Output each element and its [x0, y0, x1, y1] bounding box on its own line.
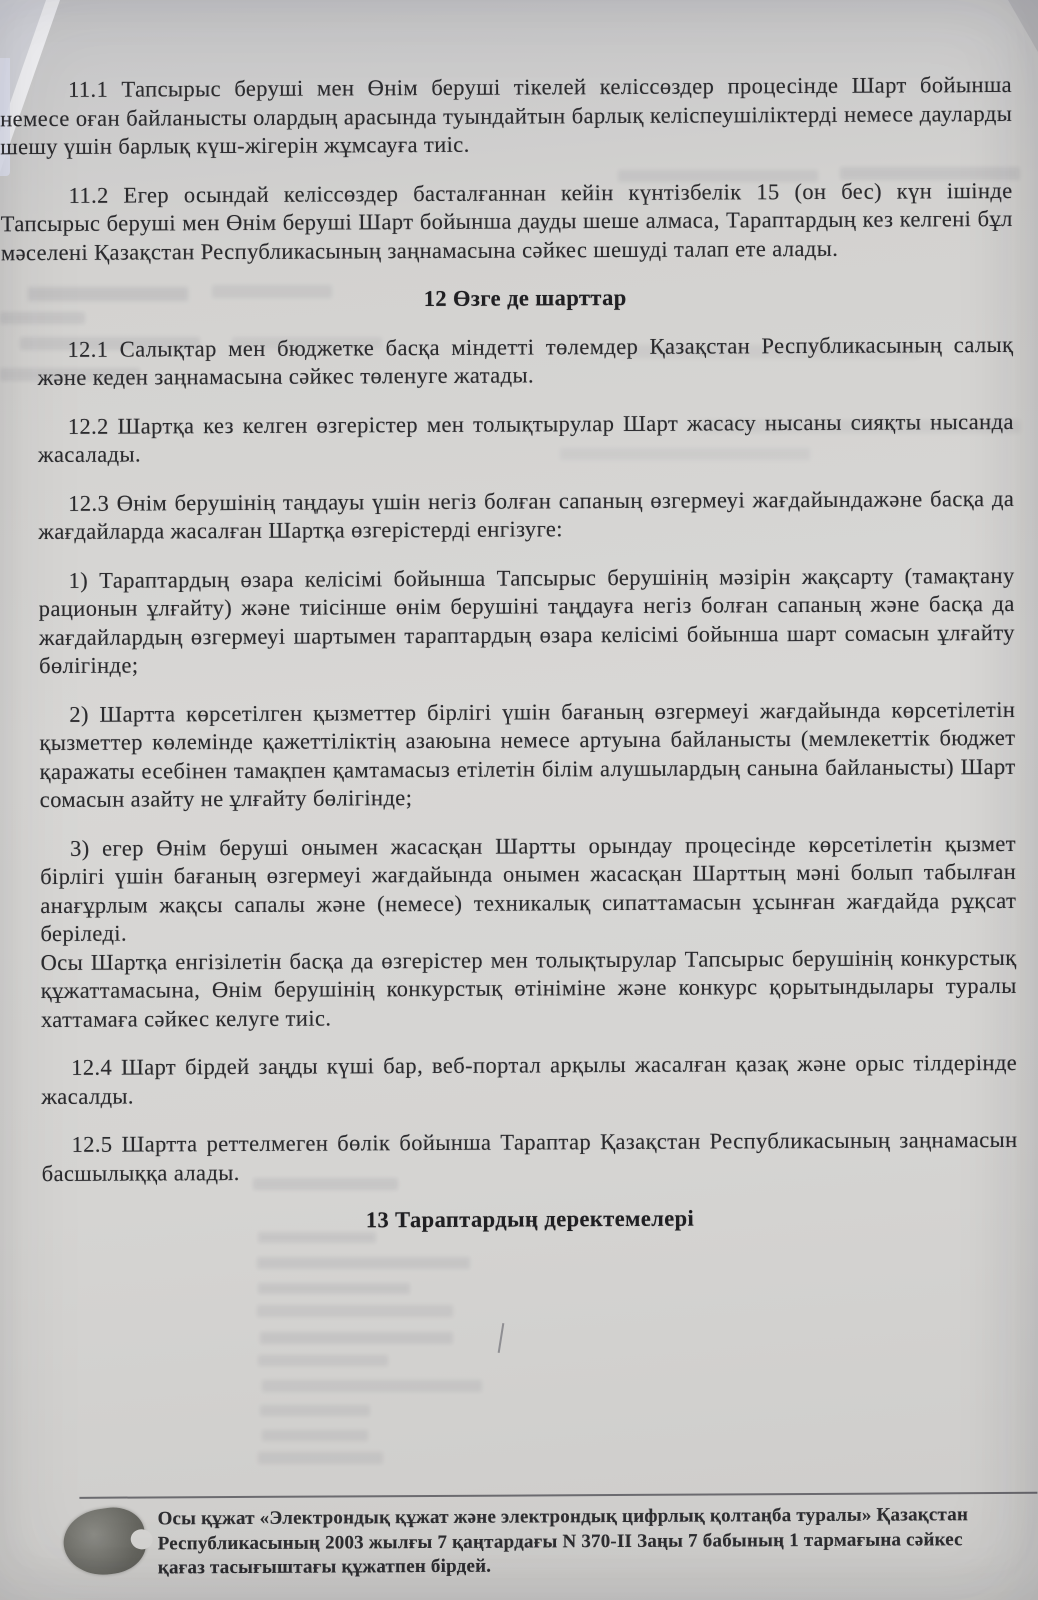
clause-11-1: 11.1 Тапсырыс беруші мен Өнім беруші тікелей келіссөздер процесінде Шарт бойынша немесе оған байланысты олардың арасында туындайтын барлық келіспеушіліктерді немесе дауларды шешу үшін барлық күш-жігерін жұмсауға тиіс.	[0, 71, 1013, 160]
clause-11-2: 11.2 Егер осындай келіссөздер басталғаннан кейін күнтізбелік 15 (он бес) күн ішінде Тапсырыс беруші мен Өнім беруші Шарт бойынша дауды шеше алмаса, Тараптардың кез келгені бұл мәселені Қазақстан Республикасының заңнамасына сәйкес шешуді талап ете алады.	[0, 177, 1013, 265]
contract-text-column	[0, 71, 1018, 1257]
clause-12-3: 12.3 Өнім берушінің таңдауы үшін негіз болған сапаның өзгермеуі жағдайындажәне басқа да жағдайларда жасалған Шартқа өзгерістерді енгізуге:	[38, 485, 1015, 545]
clause-12-3-item-2: 2) Шартта көрсетілген қызметтер бірлігі үшін бағаның өзгермеуі жағдайында көрсетілетін қызметтер көлемінде қажеттіліктің азаюына немесе артуына байланысты (мемлекеттік бюджет қаражаты есебінен тамақпен қамтамасыз етілетін білім алушылардың санына байланысты) Шарт сомасын азайту не ұлғайту бөлігінде;	[39, 696, 1016, 813]
esign-footer	[7, 1492, 1038, 1582]
clause-12-1: 12.1 Салықтар мен бюджетке басқа міндетті төлемдер Қазақстан Республикасының салық және кеден заңнамасына сәйкес төленуге жатады.	[37, 331, 1014, 391]
clause-12-3-item-3: 3) егер Өнім беруші онымен жасасқан Шартты орындау процесінде көрсетілетін қызмет бірлігі үшін бағаның өзгермеуі жағдайында онымен жасасқан Шарттың мәні болып табылған анағұрлым жақсы сапалы және (немесе) техникалық сипаттамасын ұсынған жағдайда рұқсат беріледі.	[40, 830, 1017, 947]
esign-legal-note: Осы құжат «Электрондық құжат және электрондық цифрлық қолтаңба туралы» Қазақстан Республикасының 2003 жылғы 7 қаңтардағы N 370-II Заңы 7 бабының 1 тармағына сәйкес қағаз тасығыштағы құжатпен бірдей.	[157, 1504, 969, 1579]
clause-12-3-note: Осы Шартқа енгізілетін басқа да өзгерістер мен толықтырулар Тапсырыс берушінің конкурстық құжаттамасына, Өнім берушінің конкурстық өтініміне және конкурс қорытындылары туралы хаттамаға сәйкес келуге тиіс.	[40, 944, 1017, 1032]
section-12-heading: 12 Өзге де шарттар	[423, 284, 627, 311]
digital-signature-seal-icon	[59, 1503, 150, 1580]
clause-12-4: 12.4 Шарт бірдей заңды күші бар, веб-портал арқылы жасалған қазақ және орыс тілдерінде жасалды.	[41, 1049, 1018, 1109]
footer-divider	[79, 1492, 1037, 1499]
clause-12-3-item-1: 1) Тараптардың өзара келісімі бойынша Тапсырыс берушінің мәзірін жақсарту (тамақтану рационын ұлғайту) және тиісінше өнім берушіні таңдауға негіз болған сапаның және басқа да жағдайлардың өзгермеуі шартымен тараптардың өзара келісімі бойынша шарт сомасын ұлғайту бөлігінде;	[38, 562, 1015, 679]
section-13-heading: 13 Тараптардың деректемелері	[365, 1205, 695, 1233]
clause-12-2: 12.2 Шартқа кез келген өзгерістер мен толықтырулар Шарт жасасу нысаны сияқты нысанда жасалады.	[37, 408, 1014, 468]
clause-12-5: 12.5 Шартта реттелмеген бөлік бойынша Тараптар Қазақстан Республикасының заңнамасын басшылыққа алады.	[41, 1126, 1018, 1186]
